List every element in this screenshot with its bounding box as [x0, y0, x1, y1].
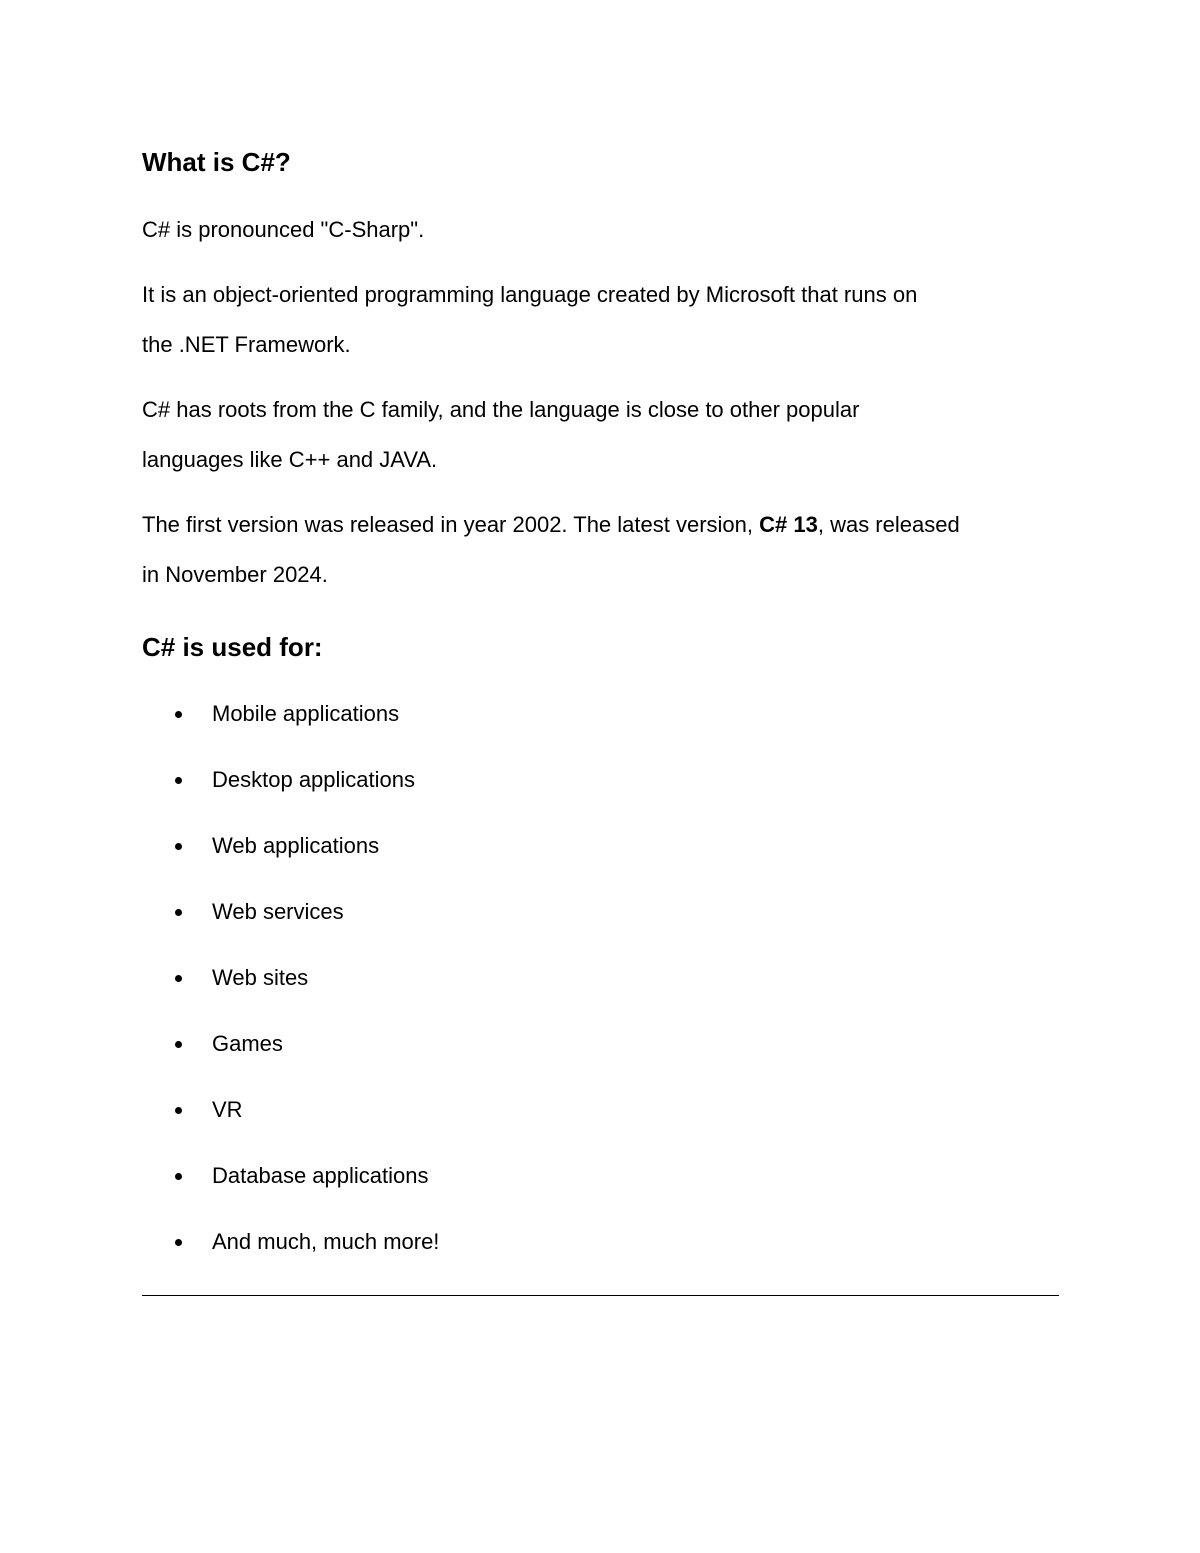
- bullet-icon: [175, 909, 182, 916]
- list-item: [142, 1217, 1062, 1267]
- list-item: [142, 1019, 1062, 1069]
- version-paragraph: [142, 500, 1062, 600]
- list-item-label: Web services: [212, 899, 344, 924]
- list-item: [142, 821, 1062, 871]
- bullet-icon: [175, 777, 182, 784]
- list-item-label: Web sites: [212, 965, 309, 990]
- version-line-2: in November 2024.: [142, 562, 328, 587]
- roots-paragraph: [142, 385, 1062, 485]
- document-content: [142, 140, 1062, 1283]
- bullet-icon: [175, 843, 182, 850]
- bullet-icon: [175, 1107, 182, 1114]
- list-item: [142, 689, 1062, 739]
- list-item: [142, 1151, 1062, 1201]
- list-item: [142, 1085, 1062, 1135]
- pronunciation-paragraph: C# is pronounced "C-Sharp".: [142, 217, 425, 242]
- list-item-label: Mobile applications: [212, 701, 400, 726]
- roots-line-1: C# has roots from the C family, and the language is close to other popular: [142, 397, 860, 422]
- list-item-label: Web applications: [212, 833, 380, 858]
- bullet-icon: [175, 975, 182, 982]
- list-item: [142, 953, 1062, 1003]
- list-item-label: Database applications: [212, 1163, 429, 1188]
- list-item-label: Games: [212, 1031, 283, 1056]
- roots-line-2: languages like C++ and JAVA.: [142, 447, 438, 472]
- bullet-icon: [175, 1173, 182, 1180]
- bullet-icon: [175, 1041, 182, 1048]
- bullet-icon: [175, 711, 182, 718]
- list-item: [142, 887, 1062, 937]
- list-item-label: VR: [212, 1097, 243, 1122]
- version-line-1: [142, 500, 1062, 550]
- horizontal-rule: [142, 1295, 1059, 1296]
- definition-paragraph: [142, 270, 1062, 370]
- list-item-label: And much, much more!: [212, 1229, 440, 1254]
- version-text-after: , was released: [817, 512, 960, 537]
- uses-list: [142, 689, 1062, 1267]
- page-title: What is C#?: [142, 147, 291, 177]
- bullet-icon: [175, 1239, 182, 1246]
- list-item: [142, 755, 1062, 805]
- latest-version-bold: C# 13: [759, 512, 818, 537]
- uses-heading: C# is used for:: [142, 632, 323, 662]
- definition-line-2: the .NET Framework.: [142, 332, 351, 357]
- version-text-before: The first version was released in year 2002. The latest version,: [142, 512, 760, 537]
- definition-line-1: It is an object-oriented programming language created by Microsoft that runs on: [142, 282, 918, 307]
- list-item-label: Desktop applications: [212, 767, 416, 792]
